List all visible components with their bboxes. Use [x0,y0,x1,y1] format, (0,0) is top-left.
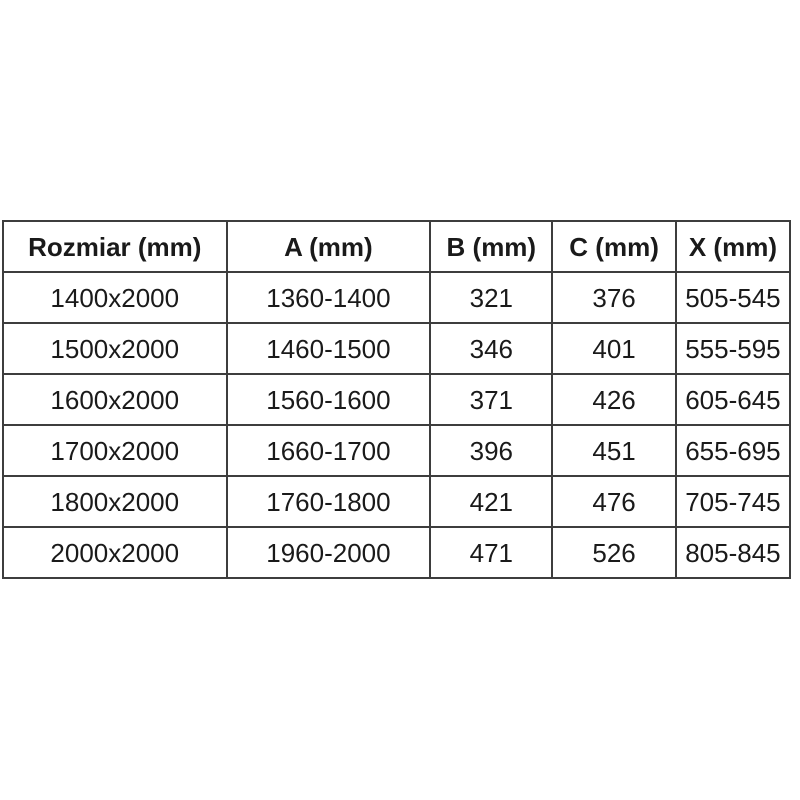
table-cell: 471 [430,527,552,578]
table-cell: 346 [430,323,552,374]
size-dimensions-table [2,220,791,579]
table-cell: 1960-2000 [227,527,431,578]
table-cell: 451 [552,425,676,476]
column-header: Rozmiar (mm) [3,221,227,272]
table-body [3,272,790,578]
column-header: B (mm) [430,221,552,272]
table-cell: 705-745 [676,476,790,527]
table-row [3,272,790,323]
table-cell: 1460-1500 [227,323,431,374]
table-cell: 396 [430,425,552,476]
table-cell: 2000x2000 [3,527,227,578]
column-header: C (mm) [552,221,676,272]
table-cell: 805-845 [676,527,790,578]
table-cell: 1600x2000 [3,374,227,425]
table-row [3,527,790,578]
table-cell: 321 [430,272,552,323]
table-cell: 376 [552,272,676,323]
table-cell: 1560-1600 [227,374,431,425]
table-cell: 526 [552,527,676,578]
table-cell: 1760-1800 [227,476,431,527]
table-cell: 1400x2000 [3,272,227,323]
column-header: X (mm) [676,221,790,272]
table-cell: 1360-1400 [227,272,431,323]
table-cell: 505-545 [676,272,790,323]
table-cell: 426 [552,374,676,425]
table-cell: 1800x2000 [3,476,227,527]
table-cell: 1500x2000 [3,323,227,374]
header-row [3,221,790,272]
table-cell: 421 [430,476,552,527]
column-header: A (mm) [227,221,431,272]
table-row [3,476,790,527]
table-cell: 371 [430,374,552,425]
table-cell: 476 [552,476,676,527]
table-cell: 605-645 [676,374,790,425]
table-cell: 401 [552,323,676,374]
table-cell: 1660-1700 [227,425,431,476]
table-row [3,374,790,425]
table-cell: 555-595 [676,323,790,374]
table-cell: 655-695 [676,425,790,476]
table-row [3,323,790,374]
table-row [3,425,790,476]
table-cell: 1700x2000 [3,425,227,476]
